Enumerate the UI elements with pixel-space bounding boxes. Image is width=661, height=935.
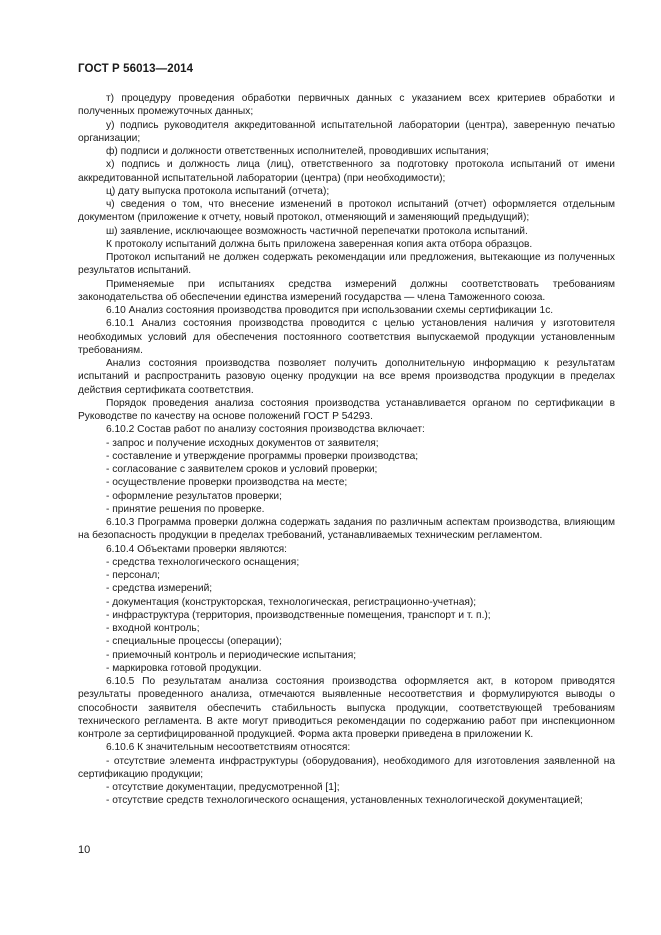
paragraph: у) подпись руководителя аккредитованной испытательной лаборатории (центра), заверенную печатью организации; — [78, 119, 615, 144]
list-item: - составление и утверждение программы проверки производства; — [106, 450, 419, 462]
paragraph: ф) подписи и должности ответственных исполнителей, проводивших испытания; — [106, 146, 489, 157]
list-item: - средства измерений; — [106, 583, 213, 595]
paragraph: 6.10.5 По результатам анализа состояния производства оформляется акт, в котором приводятся результаты проведенного анализа, отмечаются выявленные несоответствия и формулируются выводы о способности заявителя обеспечить стабильность выпуска продукции, соответствующей требованиям технического регламента. В акте могут приводиться рекомендации по содержанию работ при инспекционном контроле за сертифицированной продукцией. Форма акта проверки приведена в приложении К. — [78, 676, 615, 740]
list-item: - согласование с заявителем сроков и условий проверки; — [106, 464, 378, 475]
paragraph: 6.10.4 Объектами проверки являются: — [106, 543, 287, 555]
document-header: ГОСТ Р 56013—2014 — [78, 63, 194, 75]
paragraph: К протоколу испытаний должна быть приложена заверенная копия акта отбора образцов. — [106, 238, 533, 250]
list-item: - персонал; — [106, 570, 161, 581]
list-item: - оформление результатов проверки; — [106, 490, 282, 502]
list-item: - запрос и получение исходных документов от заявителя; — [106, 437, 379, 449]
page-number: 10 — [78, 844, 91, 856]
paragraph: 6.10.1 Анализ состояния производства проводится с целью установления наличия у изготовителя необходимых условий для обеспечения постоянного соответствия выпускаемой продукции установленным требованиям. — [78, 318, 615, 356]
list-item: - специальные процессы (операции); — [106, 636, 282, 648]
list-item: - отсутствие элемента инфраструктуры (оборудования), необходимого для изготовления заявленной на сертификацию продукции; — [78, 755, 615, 780]
paragraph: ц) дату выпуска протокола испытаний (отчета); — [106, 185, 330, 197]
paragraph: ш) заявление, исключающее возможность частичной перепечатки протокола испытаний. — [106, 225, 528, 237]
list-item: - входной контроль; — [106, 623, 200, 634]
list-item: - средства технологического оснащения; — [106, 556, 300, 568]
list-item: - осуществление проверки производства на месте; — [106, 477, 348, 489]
paragraph: Применяемые при испытаниях средства измерений должны соответствовать требованиям законодательства об обеспечении единства измерений государства — члена Таможенного союза. — [78, 278, 615, 303]
list-item: - маркировка готовой продукции. — [106, 662, 262, 674]
list-item: - инфраструктура (территория, производственные помещения, транспорт и т. п.); — [106, 609, 491, 621]
paragraph: т) процедуру проведения обработки первичных данных с указанием всех критериев обработки и полученных промежуточных данных; — [78, 93, 615, 118]
list-item: - отсутствие средств технологического оснащения, установленных технологической документацией; — [106, 795, 583, 807]
paragraph: Порядок проведения анализа состояния производства устанавливается органом по сертификации в Руководстве по качеству на основе положений ГОСТ Р 54293. — [78, 397, 615, 422]
paragraph: Анализ состояния производства позволяет получить дополнительную информацию к результатам испытаний и распространить разовую оценку продукции на все время производства продукции в пределах действия сертификата соответствия. — [78, 358, 615, 396]
paragraph: ч) сведения о том, что внесение изменений в протокол испытаний (отчет) оформляется отдельным документом (приложение к отчету, новый протокол, отменяющий и заменяющий предыдущий); — [78, 199, 615, 224]
paragraph: 6.10.3 Программа проверки должна содержать задания по различным аспектам производства, влияющим на безопасность продукции в пределах требований, устанавливаемых техническим регламентом. — [78, 517, 615, 542]
list-item: - приемочный контроль и периодические испытания; — [106, 649, 357, 661]
paragraph: 6.10.6 К значительным несоответствиям относятся: — [106, 742, 351, 754]
list-item: - документация (конструкторская, технологическая, регистрационно-учетная); — [106, 596, 477, 608]
paragraph: х) подпись и должность лица (лиц), ответственного за подготовку протокола испытаний от имени аккредитованной испытательной лаборатории (центра) (при необходимости); — [78, 159, 615, 184]
section-heading: 6.10 Анализ состояния производства проводится при использовании схемы сертификации 1с. — [106, 305, 554, 316]
list-item: - отсутствие документации, предусмотренной [1]; — [106, 782, 340, 793]
body-text — [78, 92, 615, 808]
paragraph: 6.10.2 Состав работ по анализу состояния производства включает: — [106, 424, 425, 436]
paragraph: Протокол испытаний не должен содержать рекомендации или предложения, вытекающие из полученных результатов испытаний. — [78, 252, 615, 277]
list-item: - принятие решения по проверке. — [106, 503, 265, 515]
